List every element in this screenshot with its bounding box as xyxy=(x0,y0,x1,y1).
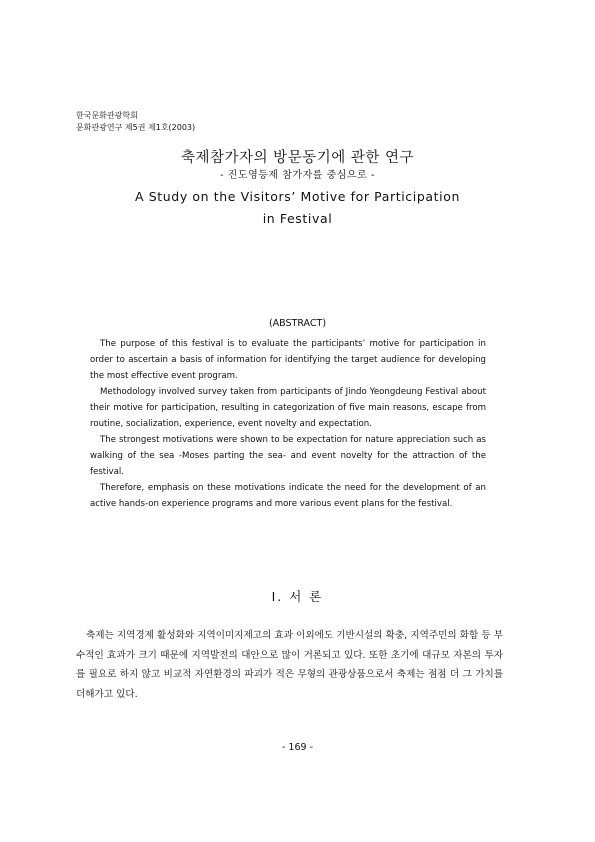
paper-title-english-line2: in Festival xyxy=(262,211,333,226)
abstract-paragraph: The purpose of this festival is to evaluate the participants’ motive for participation in order to ascertain a basis of information for identifying the target audience for developing the most effective event program. xyxy=(90,339,486,381)
paper-title-english-line1: A Study on the Visitors’ Motive for Participation xyxy=(135,189,460,204)
abstract-heading: (ABSTRACT) xyxy=(268,318,327,329)
introduction-paragraph: 축제는 지역경제 활성화와 지역이미지제고의 효과 이외에도 기반시설의 확충, 지역주민의 화합 등 부수적인 효과가 크기 때문에 지역발전의 대안으로 많이 거론되고 있다. 또한 초기에 대규모 자본의 투자를 필요로 하지 않고 비교적 자연환경의 파괴가 적은 무형의 관광상품으로서 축제는 점점 더 그 가치를 더해가고 있다. xyxy=(76,630,503,700)
abstract-paragraph: The strongest motivations were shown to be expectation for nature appreciation such as walking of the sea -Moses parting the sea- and event novelty for the attraction of the festival. xyxy=(90,435,486,477)
journal-info xyxy=(76,110,195,134)
paper-title-korean: 축제참가자의 방문동기에 관한 연구 xyxy=(181,150,414,166)
paper-title-english xyxy=(0,186,595,230)
journal-issue: 문화관광연구 제5권 제1호(2003) xyxy=(76,123,196,132)
abstract-paragraph: Therefore, emphasis on these motivations indicate the need for the development of an active hands-on experience programs and more various event plans for the festival. xyxy=(90,483,486,509)
introduction-body xyxy=(76,626,503,704)
journal-society: 한국문화관광학회 xyxy=(76,111,138,120)
section-heading-introduction: Ⅰ. 서 론 xyxy=(271,589,324,604)
paper-subtitle-korean: - 진도영등제 참가자를 중심으로 - xyxy=(219,170,375,181)
abstract-body xyxy=(90,336,486,512)
page-number: - 169 - xyxy=(281,742,314,753)
abstract-paragraph: Methodology involved survey taken from participants of Jindo Yeongdeung Festival about their motive for participation, resulting in categorization of five main reasons, escape from routine, socialization, experience, event novelty and expectation. xyxy=(90,387,486,429)
